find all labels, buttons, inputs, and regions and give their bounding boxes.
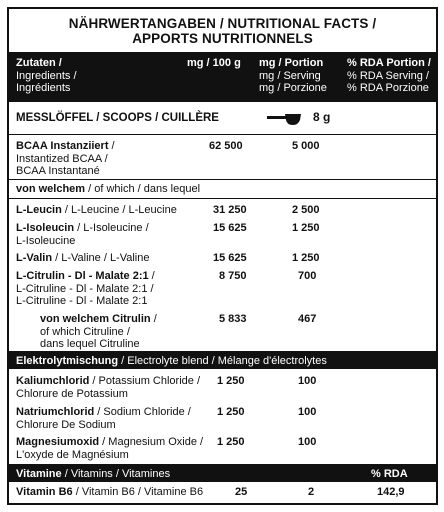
electrolyte-sodium-per-100g: 1 250 <box>217 406 245 418</box>
amino-citrulin-content-line-2: of which Citruline / <box>40 325 130 338</box>
amino-citrulin-content-bold: von welchem Citrulin <box>40 313 151 325</box>
of-which-rest: / of which / dans lequel <box>85 183 201 195</box>
header-serving-de: mg / Portion <box>259 57 324 69</box>
bcaa-per-serving: 5 000 <box>292 140 320 152</box>
amino-leucine-per-serving: 2 500 <box>292 204 320 216</box>
amino-citrulline-line-2: L-Citruline - Dl - Malate 2:1 / <box>16 282 154 295</box>
amino-citrulin-content-per-100g: 5 833 <box>219 313 247 325</box>
electrolyte-potassium-rest: / Potassium Chloride / <box>89 375 200 387</box>
nutrition-facts-panel <box>7 7 438 505</box>
header-ingredients-de: Zutaten / <box>16 57 62 69</box>
panel-title <box>9 9 436 52</box>
header-rda-it: % RDA Porzione <box>347 82 429 94</box>
title-line-1: NÄHRWERTANGABEN / NUTRITIONAL FACTS / <box>68 15 377 31</box>
electrolyte-sodium-bold: Natriumchlorid <box>16 406 95 418</box>
vitamins-header-rest: / Vitamins / Vitamines <box>61 468 171 480</box>
of-which-bold: von welchem <box>16 183 86 195</box>
amino-isoleucine-per-100g: 15 625 <box>213 222 247 234</box>
header-per-100g: mg / 100 g <box>187 57 241 69</box>
scoop-row <box>9 101 436 134</box>
amino-isoleucine-bold: L-Isoleucin <box>16 222 75 234</box>
electrolyte-magnesium-per-100g: 1 250 <box>217 436 245 448</box>
scoop-amount: 8 g <box>313 110 331 124</box>
header-rda-en: % RDA Serving / <box>347 69 429 82</box>
bcaa-name-en: Instantized BCAA / <box>16 152 108 165</box>
vitamin-b6-rda: 142,9 <box>377 486 405 498</box>
amino-isoleucine-label <box>16 222 149 247</box>
electrolyte-potassium-line-2: Chlorure de Potassium <box>16 387 128 400</box>
amino-isoleucine-line-2: L-Isoleucine <box>16 234 76 247</box>
header-ingredients-fr: Ingrédients <box>16 82 71 94</box>
electrolytes-header-bold: Elektrolytmischung <box>16 355 119 367</box>
electrolytes-header <box>9 351 436 369</box>
amino-valine-label <box>16 252 149 265</box>
electrolytes-header-rest: / Electrolyte blend / Mélange d'électrolytes <box>118 355 327 367</box>
bcaa-row <box>9 134 436 179</box>
electrolyte-magnesium-per-serving: 100 <box>298 436 317 448</box>
amino-leucine-rest: / L-Leucine / L-Leucine <box>61 204 177 216</box>
electrolyte-sodium-label <box>16 406 191 431</box>
amino-citrulline-line-3: L-Citruline - Dl - Malate 2:1 <box>16 295 148 307</box>
amino-isoleucine-per-serving: 1 250 <box>292 222 320 234</box>
amino-isoleucine-rest: / L-Isoleucine / <box>74 222 149 234</box>
bcaa-per-100g: 62 500 <box>209 140 243 152</box>
amino-citrulin-content-per-serving: 467 <box>298 313 317 325</box>
amino-citrulin-content-line-3: dans lequel Citruline <box>40 338 140 350</box>
electrolyte-sodium-per-serving: 100 <box>298 406 317 418</box>
amino-valine-bold: L-Valin <box>16 252 53 264</box>
bcaa-label <box>16 140 115 178</box>
vitamins-header-label <box>16 468 170 481</box>
vitamins-header-bold: Vitamine <box>16 468 62 480</box>
electrolyte-sodium-rest: / Sodium Chloride / <box>94 406 191 418</box>
electrolyte-potassium-per-100g: 1 250 <box>217 375 245 387</box>
header-rda-de: % RDA Portion / <box>347 57 431 69</box>
amino-citrulline-rest: / <box>148 270 155 282</box>
vitamins-header <box>9 464 436 482</box>
vitamin-b6-bold: Vitamin B6 <box>16 486 73 498</box>
header-ingredients <box>16 57 77 95</box>
vitamin-b6-row <box>9 482 436 503</box>
scoop-icon <box>267 112 303 126</box>
amino-leucine-bold: L-Leucin <box>16 204 62 216</box>
amino-citrulline-per-100g: 8 750 <box>219 270 247 282</box>
header-serving-en: mg / Serving <box>259 69 321 82</box>
electrolyte-potassium-label <box>16 375 200 400</box>
header-per-serving <box>259 57 327 95</box>
bcaa-name-rest: / <box>108 140 115 152</box>
amino-valine-per-100g: 15 625 <box>213 252 247 264</box>
bcaa-name-bold: BCAA Instanziiert <box>16 140 109 152</box>
amino-citrulin-content-label <box>40 313 157 351</box>
vitamin-b6-per-serving: 2 <box>308 486 315 498</box>
electrolyte-potassium-bold: Kaliumchlorid <box>16 375 90 387</box>
electrolytes-header-label <box>16 355 327 368</box>
bcaa-name-fr: BCAA Instantané <box>16 165 100 177</box>
vitamin-b6-rest: / Vitamin B6 / Vitamine B6 <box>72 486 204 498</box>
electrolyte-magnesium-bold: Magnesiumoxid <box>16 436 100 448</box>
amino-citrulin-content-rest: / <box>150 313 157 325</box>
electrolytes-section <box>9 369 436 464</box>
vitamin-b6-per-100g: 25 <box>235 486 248 498</box>
vitamins-header-rda: % RDA <box>371 468 408 480</box>
electrolyte-sodium-line-2: Chlorure De Sodium <box>16 418 116 431</box>
amino-leucine-per-100g: 31 250 <box>213 204 247 216</box>
amino-leucine-label <box>16 204 177 217</box>
vitamin-b6-label <box>16 486 203 499</box>
of-which-label <box>16 183 200 196</box>
amino-acids-section <box>9 198 436 351</box>
amino-citrulline-per-serving: 700 <box>298 270 317 282</box>
column-header <box>9 52 436 101</box>
electrolyte-potassium-per-serving: 100 <box>298 375 317 387</box>
amino-citrulline-bold: L-Citrulin - Dl - Malate 2:1 <box>16 270 149 282</box>
electrolyte-magnesium-rest: / Magnesium Oxide / <box>99 436 204 448</box>
header-ingredients-en: Ingredients / <box>16 69 77 82</box>
amino-citrulline-label <box>16 270 155 308</box>
amino-valine-per-serving: 1 250 <box>292 252 320 264</box>
of-which-row <box>9 179 436 198</box>
scoop-label: MESSLÖFFEL / SCOOPS / CUILLÈRE <box>16 112 219 124</box>
title-line-2: APPORTS NUTRITIONNELS <box>132 30 313 46</box>
header-serving-it: mg / Porzione <box>259 82 327 94</box>
electrolyte-magnesium-label <box>16 436 203 461</box>
amino-valine-rest: / L-Valine / L-Valine <box>52 252 150 264</box>
header-rda <box>347 57 431 95</box>
electrolyte-magnesium-line-2: L'oxyde de Magnésium <box>16 448 129 461</box>
